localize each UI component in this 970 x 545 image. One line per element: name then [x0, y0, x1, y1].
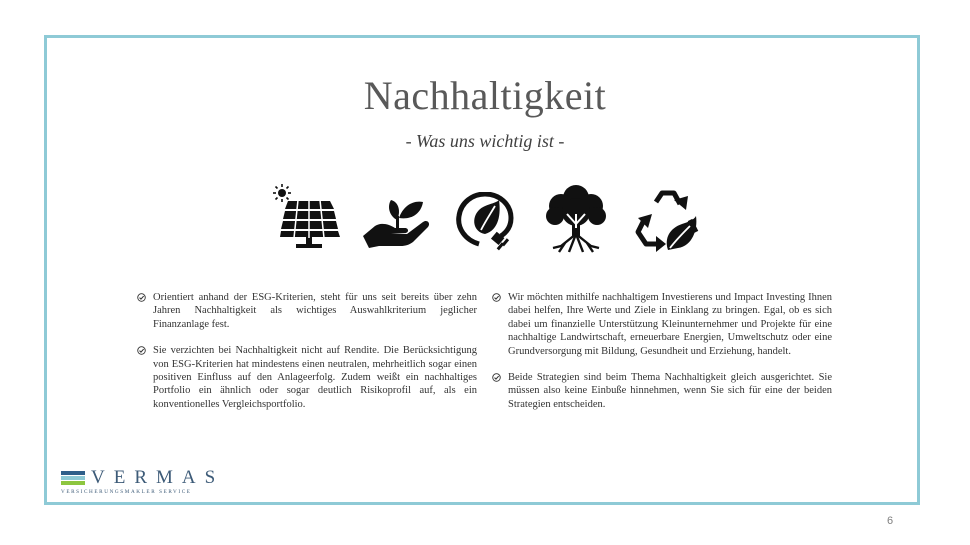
- bullet-column-left: [137, 291, 477, 424]
- bullet-text: Orientiert anhand der ESG-Kriterien, steht für uns seit bereits über zehn Jahren Nachhaltigkeit als wichtiges Auswahlkriterium jeglicher Finanzanlage fest.: [153, 292, 477, 330]
- bullet-column-right: [492, 291, 832, 424]
- list-item: [137, 291, 477, 331]
- bullet-text: Beide Strategien sind beim Thema Nachhaltigkeit gleich ausgerichtet. Sie müssen also keine Einbuße hinnehmen, wenn Sie sich für eine der beiden Strategien entscheiden.: [508, 372, 832, 410]
- check-circle-icon: [137, 346, 146, 355]
- check-circle-icon: [492, 293, 501, 302]
- list-item: [492, 371, 832, 411]
- page-subtitle: - Was uns wichtig ist -: [405, 131, 565, 151]
- bullet-text: Sie verzichten bei Nachhaltigkeit nicht auf Rendite. Die Berücksichtigung von ESG-Kriterien hat mindestens einen neutralen, mehrheitlich sogar einen positiven Einfluss auf den Anlageerfolg. Zudem weißt ein nachhaltiges Portfolio ein ähnlich oder sogar deutlich Risikoprofil auf, als ein konventionelles Vergleichsportfolio.: [153, 345, 477, 410]
- solar-panel-icon: [270, 184, 342, 250]
- plug-leaf-icon: [455, 192, 517, 252]
- tree-roots-icon: [543, 184, 609, 254]
- check-circle-icon: [137, 293, 146, 302]
- list-item: [492, 291, 832, 358]
- logo-tagline: VERSICHERUNGSMAKLER SERVICE: [61, 489, 192, 495]
- page-number: 6: [887, 515, 894, 527]
- check-circle-icon: [492, 373, 501, 382]
- list-item: [137, 344, 477, 411]
- logo-stripes-icon: [61, 470, 85, 486]
- bullet-text: Wir möchten mithilfe nachhaltigem Investierens und Impact Investing Ihnen dabei helfen, Ihre Werte und Ziele in Einklang zu bringen. Egal, ob es sich dabei um finanzielle Unterstützung Kleinunternehmer und Projekte für eine nachhaltige Landwirtschaft, erneuerbare Energien, Umweltschutz oder eine Grundversorgung mit Bildung, Gesundheit und Erziehung, handelt.: [508, 292, 832, 357]
- hand-plant-icon: [361, 192, 431, 248]
- recycle-leaf-icon: [634, 190, 700, 254]
- page-title: Nachhaltigkeit: [363, 73, 607, 118]
- logo-name: VERMAS: [91, 467, 225, 488]
